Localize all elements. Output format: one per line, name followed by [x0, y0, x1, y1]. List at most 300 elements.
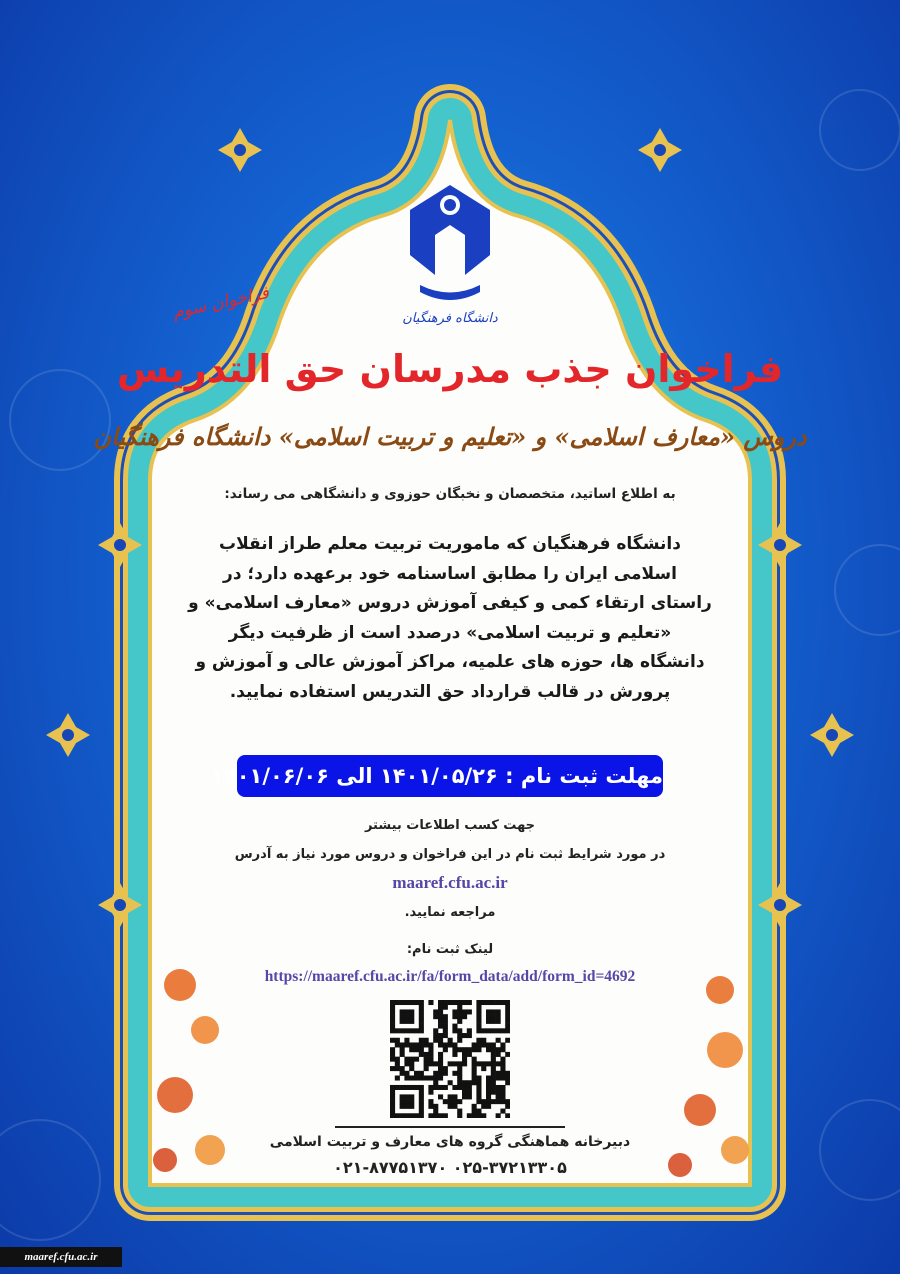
qr-module [409, 1014, 414, 1019]
qr-module [409, 1076, 414, 1081]
subtitle: دروس «معارف اسلامی» و «تعلیم و تربیت اسلامی» دانشگاه فرهنگیان [93, 422, 807, 451]
qr-module [467, 1090, 472, 1095]
qr-module [467, 1047, 472, 1052]
qr-module [476, 1090, 481, 1095]
qr-module [496, 1090, 501, 1095]
qr-module [491, 1066, 496, 1071]
qr-module [457, 1038, 462, 1043]
qr-module [452, 1028, 457, 1033]
page-title: فراخوان جذب مدرسان حق التدریس [116, 347, 784, 391]
qr-module [390, 1052, 395, 1057]
qr-module [486, 1009, 491, 1014]
qr-module [457, 1000, 462, 1005]
qr-module [462, 1090, 467, 1095]
qr-module [428, 1090, 433, 1095]
third-call-badge: فراخوان سوم [170, 283, 271, 323]
qr-module [390, 1014, 395, 1019]
qr-module [428, 1085, 433, 1090]
qr-module [457, 1033, 462, 1038]
qr-module [486, 1042, 491, 1047]
qr-module [496, 1009, 501, 1014]
qr-module [433, 1076, 438, 1081]
qr-module [433, 1028, 438, 1033]
qr-module [400, 1094, 405, 1099]
intro-text: به اطلاع اساتید، متخصصان و نخبگان حوزوی و دانشگاهی می رساند: [224, 486, 676, 502]
qr-module [496, 1071, 501, 1076]
qr-module [500, 1094, 505, 1099]
qr-module [409, 1028, 414, 1033]
qr-module [409, 1113, 414, 1118]
qr-module [500, 1076, 505, 1081]
qr-module [505, 1099, 510, 1104]
site-link[interactable]: maaref.cfu.ac.ir [392, 873, 508, 892]
qr-module [400, 1009, 405, 1014]
qr-module [457, 1080, 462, 1085]
qr-module [496, 1113, 501, 1118]
qr-module [467, 1000, 472, 1005]
qr-module [457, 1099, 462, 1104]
qr-module [496, 1014, 501, 1019]
qr-module [505, 1005, 510, 1010]
qr-module [409, 1019, 414, 1024]
qr-module [400, 1019, 405, 1024]
qr-module [496, 1000, 501, 1005]
qr-module [481, 1099, 486, 1104]
qr-module [438, 1019, 443, 1024]
qr-module [404, 1014, 409, 1019]
qr-module [500, 1071, 505, 1076]
qr-module [486, 1014, 491, 1019]
qr-module [390, 1057, 395, 1062]
qr-module [462, 1094, 467, 1099]
qr-module [409, 1009, 414, 1014]
qr-module [424, 1057, 429, 1062]
qr-module [395, 1038, 400, 1043]
qr-module [467, 1113, 472, 1118]
qr-module [486, 1080, 491, 1085]
qr-module [476, 1109, 481, 1114]
qr-module [486, 1019, 491, 1024]
qr-module [438, 1042, 443, 1047]
qr-module [438, 1113, 443, 1118]
qr-module [400, 1014, 405, 1019]
qr-module [481, 1113, 486, 1118]
qr-module [438, 1024, 443, 1029]
qr-module [472, 1104, 477, 1109]
qr-module [452, 1047, 457, 1052]
qr-module [457, 1005, 462, 1010]
qr-module [472, 1071, 477, 1076]
qr-module [409, 1085, 414, 1090]
qr-module [500, 1028, 505, 1033]
qr-module [500, 1047, 505, 1052]
qr-module [472, 1047, 477, 1052]
qr-module [443, 1099, 448, 1104]
qr-module [419, 1076, 424, 1081]
qr-module [419, 1038, 424, 1043]
qr-module [390, 1028, 395, 1033]
qr-module [457, 1019, 462, 1024]
qr-module [395, 1061, 400, 1066]
qr-module [496, 1099, 501, 1104]
registration-label: لینک ثبت نام: [406, 942, 494, 957]
qr-module [457, 1028, 462, 1033]
qr-module [433, 1113, 438, 1118]
qr-module [390, 1104, 395, 1109]
qr-module [467, 1080, 472, 1085]
qr-module [400, 1071, 405, 1076]
qr-module [409, 1000, 414, 1005]
qr-module [438, 1033, 443, 1038]
qr-module [419, 1024, 424, 1029]
qr-module [481, 1038, 486, 1043]
qr-module [390, 1009, 395, 1014]
qr-module [438, 1061, 443, 1066]
qr-module [390, 1038, 395, 1043]
watermark: maaref.cfu.ac.ir [0, 1247, 122, 1267]
qr-module [472, 1080, 477, 1085]
qr-module [491, 1014, 496, 1019]
qr-module [443, 1000, 448, 1005]
qr-module [496, 1028, 501, 1033]
qr-module [438, 1014, 443, 1019]
qr-module [500, 1085, 505, 1090]
qr-module [409, 1066, 414, 1071]
qr-module [414, 1000, 419, 1005]
qr-module [472, 1057, 477, 1062]
qr-module [486, 1090, 491, 1095]
qr-module [428, 1099, 433, 1104]
qr-module [462, 1009, 467, 1014]
qr-module [409, 1104, 414, 1109]
qr-module [395, 1000, 400, 1005]
qr-module [404, 1099, 409, 1104]
qr-module [443, 1033, 448, 1038]
qr-module [404, 1028, 409, 1033]
qr-module [443, 1028, 448, 1033]
qr-module [448, 1080, 453, 1085]
qr-module [467, 1033, 472, 1038]
qr-module [443, 1014, 448, 1019]
qr-module [476, 1019, 481, 1024]
qr-module [505, 1052, 510, 1057]
qr-module [419, 1109, 424, 1114]
qr-module [457, 1009, 462, 1014]
qr-module [428, 1047, 433, 1052]
qr-module [433, 1109, 438, 1114]
qr-module [467, 1028, 472, 1033]
footer-phones: ۰۲۱-۸۷۷۵۱۳۷۰ ۰۲۵-۳۷۲۱۳۳۰۵ [333, 1158, 567, 1177]
qr-module [491, 1000, 496, 1005]
qr-module [443, 1019, 448, 1024]
qr-module [424, 1076, 429, 1081]
qr-module [404, 1000, 409, 1005]
qr-module [505, 1076, 510, 1081]
qr-module [486, 1085, 491, 1090]
qr-module [476, 1028, 481, 1033]
qr-module [419, 1019, 424, 1024]
qr-module [476, 1099, 481, 1104]
qr-module [505, 1028, 510, 1033]
qr-module [428, 1061, 433, 1066]
qr-module [472, 1061, 477, 1066]
qr-module [438, 1085, 443, 1090]
qr-module [462, 1080, 467, 1085]
qr-module [457, 1014, 462, 1019]
qr-module [419, 1052, 424, 1057]
qr-module [409, 1094, 414, 1099]
qr-module [390, 1066, 395, 1071]
qr-module [428, 1052, 433, 1057]
qr-module [414, 1113, 419, 1118]
qr-module [457, 1071, 462, 1076]
qr-module [496, 1038, 501, 1043]
qr-module [500, 1042, 505, 1047]
qr-module [476, 1076, 481, 1081]
qr-module [457, 1076, 462, 1081]
qr-module [419, 1009, 424, 1014]
qr-module [505, 1024, 510, 1029]
qr-module [481, 1104, 486, 1109]
qr-module [505, 1019, 510, 1024]
qr-module [400, 1052, 405, 1057]
qr-module [404, 1104, 409, 1109]
qr-module [395, 1113, 400, 1118]
qr-module [476, 1080, 481, 1085]
qr-module [467, 1052, 472, 1057]
qr-module [491, 1019, 496, 1024]
qr-module [500, 1099, 505, 1104]
qr-module [496, 1047, 501, 1052]
qr-module [481, 1061, 486, 1066]
qr-module [419, 1028, 424, 1033]
qr-module [438, 1052, 443, 1057]
qr-module [419, 1071, 424, 1076]
qr-module [500, 1066, 505, 1071]
qr-module [443, 1042, 448, 1047]
qr-module [452, 1000, 457, 1005]
qr-module [404, 1019, 409, 1024]
qr-module [472, 1042, 477, 1047]
qr-module [443, 1066, 448, 1071]
qr-module [419, 1104, 424, 1109]
qr-module [428, 1104, 433, 1109]
qr-module [419, 1047, 424, 1052]
qr-module [448, 1104, 453, 1109]
qr-module [505, 1113, 510, 1118]
qr-module [491, 1052, 496, 1057]
qr-module [414, 1042, 419, 1047]
qr-module [419, 1113, 424, 1118]
qr-module [424, 1061, 429, 1066]
qr-module [390, 1085, 395, 1090]
qr-module [496, 1094, 501, 1099]
qr-module [491, 1099, 496, 1104]
qr-module [476, 1085, 481, 1090]
qr-module [462, 1085, 467, 1090]
qr-module [505, 1104, 510, 1109]
qr-module [467, 1094, 472, 1099]
qr-module [476, 1094, 481, 1099]
qr-module [395, 1085, 400, 1090]
qr-module [404, 1042, 409, 1047]
qr-module [414, 1076, 419, 1081]
qr-module [414, 1028, 419, 1033]
qr-module [476, 1042, 481, 1047]
qr-module [409, 1047, 414, 1052]
qr-module [462, 1000, 467, 1005]
qr-module [505, 1038, 510, 1043]
qr-module [476, 1014, 481, 1019]
qr-module [404, 1113, 409, 1118]
qr-module [472, 1113, 477, 1118]
qr-module [462, 1061, 467, 1066]
qr-module [438, 1009, 443, 1014]
qr-module [505, 1071, 510, 1076]
qr-module [443, 1005, 448, 1010]
qr-module [395, 1057, 400, 1062]
qr-module [438, 1038, 443, 1043]
qr-module [443, 1024, 448, 1029]
qr-module [505, 1080, 510, 1085]
qr-module [452, 1042, 457, 1047]
qr-module [481, 1066, 486, 1071]
qr-module [433, 1071, 438, 1076]
qr-module [400, 1099, 405, 1104]
qr-module [486, 1061, 491, 1066]
qr-module [505, 1009, 510, 1014]
qr-module [491, 1085, 496, 1090]
qr-module [491, 1090, 496, 1095]
qr-module [505, 1000, 510, 1005]
qr-module [400, 1042, 405, 1047]
qr-module [390, 1019, 395, 1024]
qr-module [472, 1109, 477, 1114]
qr-module [448, 1061, 453, 1066]
qr-module [438, 1066, 443, 1071]
qr-module [424, 1066, 429, 1071]
qr-module [390, 1000, 395, 1005]
qr-module [443, 1113, 448, 1118]
qr-module [390, 1024, 395, 1029]
qr-module [433, 1085, 438, 1090]
qr-code-icon[interactable] [390, 1000, 510, 1118]
qr-module [476, 1061, 481, 1066]
qr-module [438, 1076, 443, 1081]
qr-module [404, 1061, 409, 1066]
qr-module [486, 1104, 491, 1109]
qr-module [500, 1109, 505, 1114]
qr-module [467, 1009, 472, 1014]
qr-module [505, 1014, 510, 1019]
qr-module [448, 1094, 453, 1099]
qr-module [428, 1000, 433, 1005]
qr-module [424, 1052, 429, 1057]
qr-module [414, 1085, 419, 1090]
qr-module [486, 1076, 491, 1081]
qr-module [452, 1052, 457, 1057]
qr-module [433, 1009, 438, 1014]
qr-module [457, 1061, 462, 1066]
qr-module [457, 1066, 462, 1071]
qr-module [452, 1094, 457, 1099]
logo-caption: دانشگاه فرهنگیان [402, 311, 498, 326]
qr-module [433, 1061, 438, 1066]
qr-module [395, 1066, 400, 1071]
qr-module [438, 1005, 443, 1010]
qr-module [452, 1071, 457, 1076]
qr-module [486, 1028, 491, 1033]
qr-module [409, 1061, 414, 1066]
qr-module [390, 1099, 395, 1104]
qr-module [486, 1047, 491, 1052]
qr-module [390, 1005, 395, 1010]
qr-module [414, 1057, 419, 1062]
qr-module [448, 1038, 453, 1043]
qr-module [496, 1076, 501, 1081]
qr-module [500, 1090, 505, 1095]
qr-module [472, 1076, 477, 1081]
qr-module [491, 1080, 496, 1085]
info-line-1: جهت کسب اطلاعات بیشتر [364, 818, 536, 833]
qr-module [409, 1042, 414, 1047]
qr-module [476, 1024, 481, 1029]
qr-module [452, 1009, 457, 1014]
qr-module [481, 1028, 486, 1033]
qr-module [400, 1113, 405, 1118]
qr-module [491, 1028, 496, 1033]
qr-module [476, 1009, 481, 1014]
qr-module [390, 1090, 395, 1095]
qr-module [428, 1057, 433, 1062]
qr-module [452, 1024, 457, 1029]
qr-module [395, 1028, 400, 1033]
qr-module [390, 1094, 395, 1099]
qr-module [467, 1085, 472, 1090]
qr-module [404, 1038, 409, 1043]
qr-module [457, 1047, 462, 1052]
qr-module [491, 1042, 496, 1047]
qr-module [419, 1005, 424, 1010]
body-paragraph: دانشگاه فرهنگیان که ماموریت تربیت معلم طراز انقلاب اسلامی ایران را مطابق اساسنامه خود برعهده دارد؛ در راستای ارتقاء کمی و کیفی آموزش دروس «معارف اسلامی» و «تعلیم و تربیت اسلامی» درصدد است از ظرفیت دیگر دانشگاه ها، حوزه های علمیه، مراکز آموزش عالی و آموزش و پرورش در قالب قرارداد حق التدریس استفاده نمایید. [188, 534, 712, 702]
registration-link[interactable]: https://maaref.cfu.ac.ir/fa/form_data/add/form_id=4692 [264, 968, 636, 985]
qr-module [500, 1000, 505, 1005]
qr-module [404, 1071, 409, 1076]
qr-module [404, 1057, 409, 1062]
qr-module [491, 1009, 496, 1014]
qr-module [419, 1085, 424, 1090]
qr-module [457, 1109, 462, 1114]
qr-module [438, 1094, 443, 1099]
qr-module [476, 1047, 481, 1052]
qr-module [496, 1052, 501, 1057]
qr-module [452, 1014, 457, 1019]
qr-module [476, 1000, 481, 1005]
qr-module [419, 1014, 424, 1019]
qr-module [496, 1061, 501, 1066]
qr-module [491, 1061, 496, 1066]
qr-module [428, 1076, 433, 1081]
qr-module [424, 1042, 429, 1047]
qr-module [462, 1033, 467, 1038]
qr-module [433, 1080, 438, 1085]
qr-module [443, 1085, 448, 1090]
qr-module [404, 1076, 409, 1081]
qr-module [424, 1038, 429, 1043]
qr-module [486, 1099, 491, 1104]
qr-module [419, 1090, 424, 1095]
qr-module [414, 1071, 419, 1076]
